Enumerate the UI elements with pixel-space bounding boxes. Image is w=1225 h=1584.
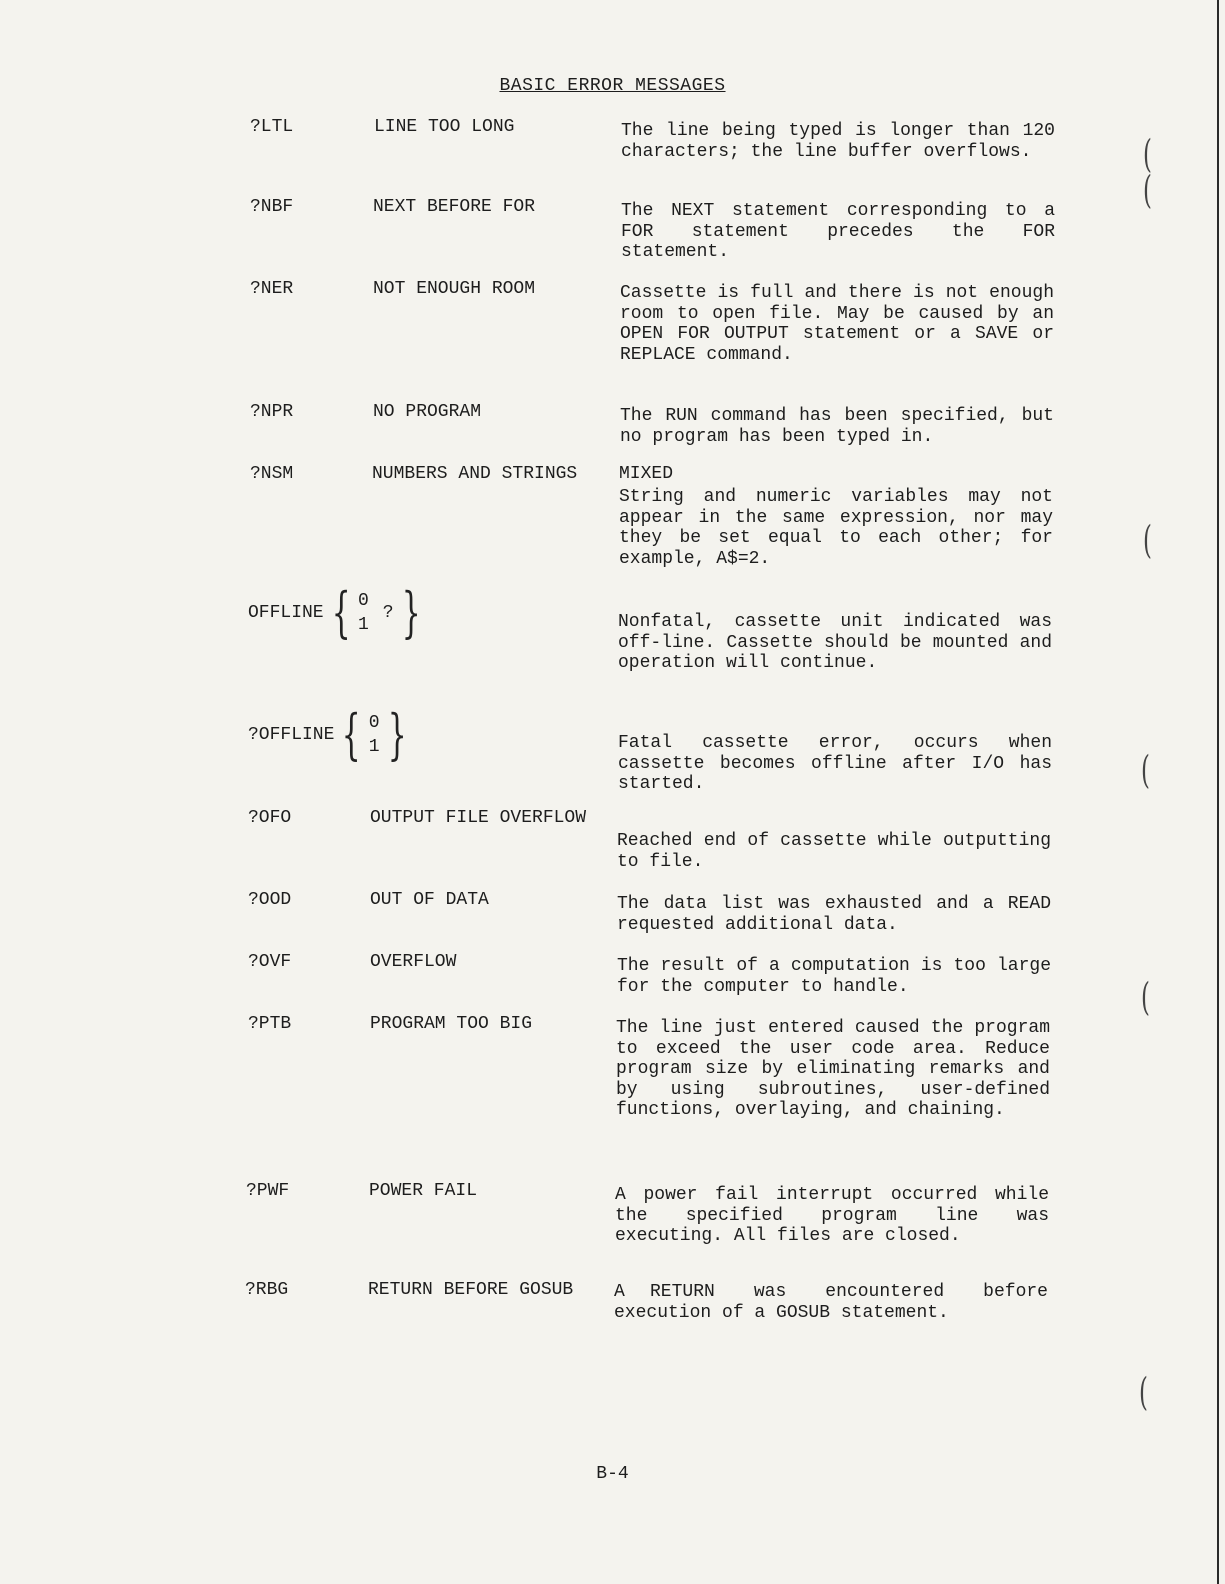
error-code: ?OFO bbox=[248, 808, 292, 828]
error-name: OUT OF DATA bbox=[370, 890, 489, 910]
error-name: RETURN BEFORE GOSUB bbox=[368, 1280, 574, 1300]
error-description: The line being typed is longer than 120 characters; the line buffer overflows. bbox=[621, 121, 1055, 162]
error-description: The line just entered caused the program to exceed the user code area. Reduce program size by eliminating remarks and by using subroutines, user-defined functions, overlaying, and chaining. bbox=[616, 1018, 1050, 1121]
unit-option: 1 bbox=[357, 615, 369, 635]
error-code: ?NPR bbox=[250, 402, 294, 422]
binder-hole-mark: ( bbox=[1140, 975, 1150, 1019]
error-description: Nonfatal, cassette unit indicated was off-line. Cassette should be mounted and operation will continue. bbox=[618, 612, 1052, 674]
error-code: ?RBG bbox=[245, 1280, 289, 1300]
error-description: The data list was exhausted and a READ requested additional data. bbox=[617, 894, 1051, 935]
error-description: Cassette is full and there is not enough room to open file. May be caused by an OPEN FOR OUTPUT statement or a SAVE or REPLACE command. bbox=[620, 283, 1054, 365]
error-code: ?NBF bbox=[250, 197, 294, 217]
left-brace-glyph: { bbox=[331, 581, 351, 644]
error-name: NOT ENOUGH ROOM bbox=[373, 279, 536, 299]
error-description: Reached end of cassette while outputting to file. bbox=[617, 831, 1051, 872]
error-name-continued: MIXED bbox=[619, 464, 674, 484]
error-description: String and numeric variables may not appear in the same expression, nor may they be set equal to each other; for example, A$=2. bbox=[619, 487, 1053, 569]
unit-option: 1 bbox=[368, 737, 380, 757]
error-code: ?LTL bbox=[250, 117, 294, 137]
page-edge bbox=[1217, 0, 1219, 1584]
binder-hole-mark: ( bbox=[1142, 132, 1152, 176]
error-name: NO PROGRAM bbox=[373, 402, 482, 422]
offline-code-group bbox=[248, 703, 414, 766]
error-name: OVERFLOW bbox=[370, 952, 457, 972]
error-code: ?OVF bbox=[248, 952, 292, 972]
error-name: POWER FAIL bbox=[369, 1181, 478, 1201]
error-code: ?NSM bbox=[250, 464, 294, 484]
error-code: ?PTB bbox=[248, 1014, 292, 1034]
page-title: BASIC ERROR MESSAGES bbox=[499, 76, 726, 96]
error-name: PROGRAM TOO BIG bbox=[370, 1014, 533, 1034]
error-code: ?NER bbox=[250, 279, 294, 299]
binder-hole-mark: ( bbox=[1140, 748, 1150, 792]
binder-hole-mark: ( bbox=[1142, 168, 1152, 212]
binder-hole-mark: ( bbox=[1142, 518, 1152, 562]
error-code: ?OOD bbox=[248, 890, 292, 910]
unit-options bbox=[358, 589, 369, 637]
right-brace-glyph: } bbox=[387, 703, 407, 766]
offline-code-group bbox=[248, 581, 428, 644]
error-name: OUTPUT FILE OVERFLOW bbox=[370, 808, 587, 828]
unit-option: 0 bbox=[357, 591, 369, 611]
error-code: OFFLINE bbox=[248, 603, 324, 623]
error-description: The NEXT statement corresponding to a FOR statement precedes the FOR statement. bbox=[621, 201, 1055, 263]
error-description: RETURN was encountered before execution of a GOSUB statement. bbox=[614, 1282, 1048, 1323]
binder-hole-mark: ( bbox=[1138, 1370, 1148, 1414]
unit-option: 0 bbox=[368, 713, 380, 733]
unit-options bbox=[369, 711, 380, 759]
error-code: ?OFFLINE bbox=[248, 725, 335, 745]
left-brace-glyph: { bbox=[342, 703, 362, 766]
error-name: LINE TOO LONG bbox=[374, 117, 515, 137]
error-name: NEXT BEFORE FOR bbox=[373, 197, 536, 217]
question-mark: ? bbox=[382, 603, 394, 623]
page-number: B-4 bbox=[596, 1464, 629, 1484]
error-description: The result of a computation is too large for the computer to handle. bbox=[617, 956, 1051, 997]
error-description: A power fail interrupt occurred while the specified program line was executing. All files are closed. bbox=[615, 1185, 1049, 1247]
error-description: The RUN command has been specified, but no program has been typed in. bbox=[620, 406, 1054, 447]
right-brace-glyph: } bbox=[401, 581, 421, 644]
error-name: NUMBERS AND STRINGS bbox=[372, 464, 578, 484]
error-description: Fatal cassette error, occurs when cassette becomes offline after I/O has started. bbox=[618, 733, 1052, 795]
error-description-lead: A bbox=[614, 1282, 625, 1302]
error-code: ?PWF bbox=[246, 1181, 290, 1201]
